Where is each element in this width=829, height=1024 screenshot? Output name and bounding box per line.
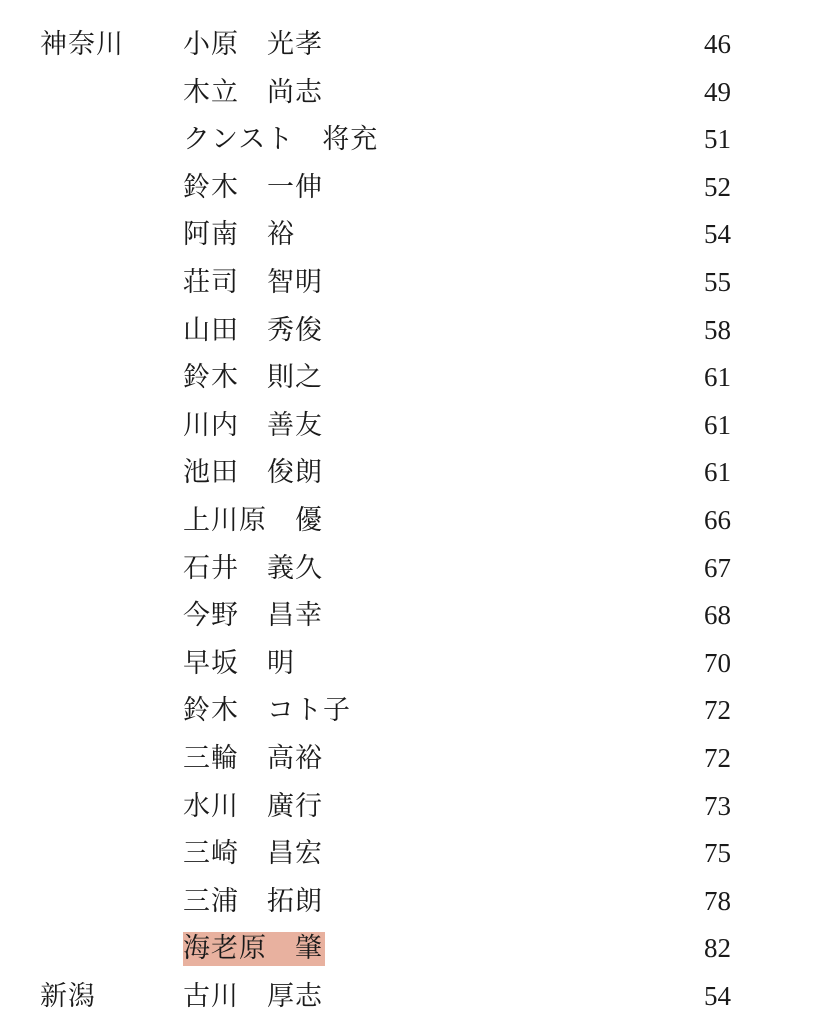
- score-value: 52: [704, 171, 731, 202]
- list-item: [0, 735, 829, 783]
- prefecture-label: 新潟: [40, 980, 96, 1012]
- score-value: 72: [704, 695, 731, 726]
- list-item: [0, 69, 829, 117]
- list-item: [0, 164, 829, 212]
- list-item: [0, 402, 829, 450]
- list-item: [0, 354, 829, 402]
- list-item: [0, 687, 829, 735]
- person-name: 水川 廣行: [183, 790, 323, 822]
- person-name: 石井 義久: [183, 552, 323, 584]
- person-name: 上川原 優: [183, 504, 323, 536]
- score-value: 61: [704, 457, 731, 488]
- score-value: 75: [704, 838, 731, 869]
- score-value: 67: [704, 552, 731, 583]
- list-item: [0, 592, 829, 640]
- person-name: 三崎 昌宏: [183, 838, 323, 870]
- list-item: [0, 21, 829, 69]
- person-name: 鈴木 コト子: [183, 695, 351, 727]
- score-value: 58: [704, 314, 731, 345]
- list-item: [0, 545, 829, 593]
- score-value: 82: [704, 933, 731, 964]
- person-name: 三輪 高裕: [183, 742, 323, 774]
- list-item: [0, 973, 829, 1021]
- results-list: [0, 21, 829, 1020]
- person-name: 鈴木 則之: [183, 362, 323, 394]
- list-item: [0, 878, 829, 926]
- score-value: 78: [704, 885, 731, 916]
- score-value: 61: [704, 362, 731, 393]
- list-item: [0, 259, 829, 307]
- prefecture-label: 神奈川: [40, 29, 124, 60]
- person-name-highlighted: 海老原 肇: [183, 933, 323, 965]
- list-item: [0, 497, 829, 545]
- score-value: 66: [704, 504, 731, 535]
- score-value: 46: [704, 29, 731, 59]
- list-item: [0, 307, 829, 355]
- person-name: 小原 光孝: [183, 29, 323, 60]
- score-value: 68: [704, 600, 731, 631]
- person-name: 川内 善友: [183, 409, 323, 441]
- score-value: 61: [704, 409, 731, 440]
- score-value: 55: [704, 266, 731, 297]
- person-name: クンスト 将充: [183, 124, 379, 156]
- list-item: [0, 116, 829, 164]
- list-item: [0, 640, 829, 688]
- person-name: 荘司 智明: [183, 266, 323, 298]
- score-value: 54: [704, 219, 731, 250]
- score-value: 70: [704, 647, 731, 678]
- score-value: 54: [704, 980, 731, 1011]
- person-name: 池田 俊朗: [183, 457, 323, 489]
- person-name: 古川 厚志: [183, 980, 323, 1012]
- list-item-highlighted: [0, 925, 829, 973]
- person-name: 三浦 拓朗: [183, 885, 323, 917]
- person-name: 木立 尚志: [183, 76, 323, 108]
- person-name: 山田 秀俊: [183, 314, 323, 346]
- person-name: 鈴木 一伸: [183, 171, 323, 203]
- person-name: 阿南 裕: [183, 219, 295, 251]
- score-value: 49: [704, 76, 731, 107]
- list-item: [0, 830, 829, 878]
- score-value: 73: [704, 790, 731, 821]
- score-value: 72: [704, 742, 731, 773]
- person-name: 今野 昌幸: [183, 600, 323, 632]
- score-value: 51: [704, 124, 731, 155]
- list-item: [0, 783, 829, 831]
- list-item: [0, 211, 829, 259]
- person-name: 早坂 明: [183, 647, 295, 679]
- list-item: [0, 449, 829, 497]
